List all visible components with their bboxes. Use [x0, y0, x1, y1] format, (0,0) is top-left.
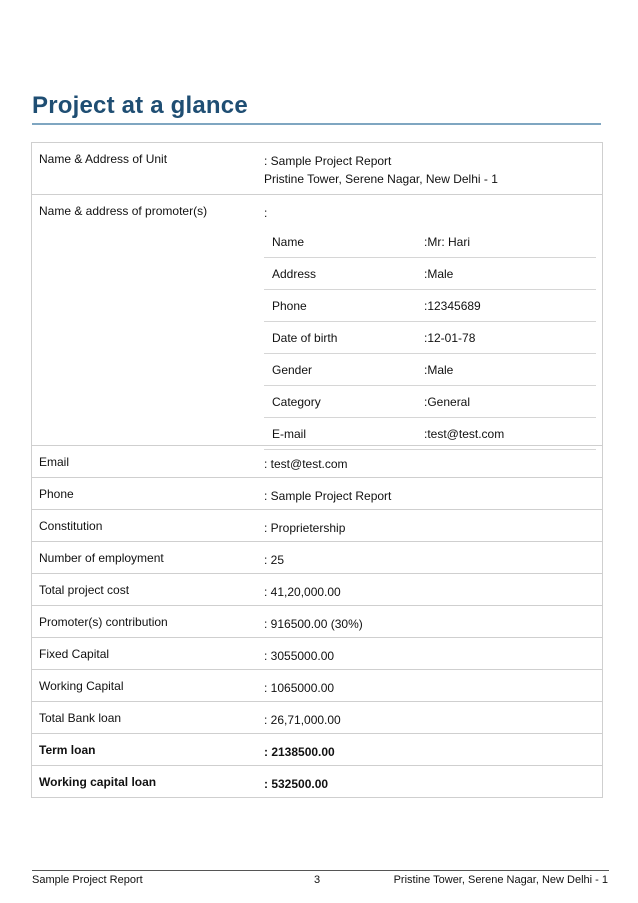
promoter-detail-value: :12-01-78	[424, 331, 476, 345]
promoter-detail-row	[264, 258, 596, 290]
constitution-row	[32, 510, 602, 542]
total-bank-loan-row	[32, 702, 602, 734]
row-label: Promoter(s) contribution	[39, 615, 168, 629]
promoter-contribution-row	[32, 606, 602, 638]
row-value: : 26,71,000.00	[264, 713, 341, 727]
footer-address: Pristine Tower, Serene Nagar, New Delhi - 1	[393, 874, 608, 886]
promoter-detail-row	[264, 354, 596, 386]
unit-value	[264, 152, 498, 188]
promoter-detail-key: Address	[272, 267, 317, 281]
promoter-detail-row	[264, 386, 596, 418]
promoter-detail-key: Name	[272, 235, 305, 249]
promoter-detail-value: :Mr: Hari	[424, 235, 470, 249]
promoter-detail-row	[264, 290, 596, 322]
promoter-detail-key: Category	[272, 395, 321, 409]
promoter-details-table	[264, 226, 596, 450]
row-value: : 2138500.00	[264, 745, 335, 759]
term-loan-row	[32, 734, 602, 766]
unit-row	[32, 143, 602, 195]
row-value: : test@test.com	[264, 457, 348, 471]
row-value: : Proprietership	[264, 521, 346, 535]
unit-value-line1: : Sample Project Report	[264, 154, 392, 168]
footer-page-number: 3	[314, 874, 321, 886]
row-value: : 41,20,000.00	[264, 585, 341, 599]
promoter-row	[32, 195, 602, 446]
row-value: : 25	[264, 553, 285, 567]
row-value: : Sample Project Report	[264, 489, 392, 503]
fixed-capital-row	[32, 638, 602, 670]
row-value: : 916500.00 (30%)	[264, 617, 363, 631]
promoter-detail-value: :Male	[424, 363, 454, 377]
promoter-detail-key: Date of birth	[272, 331, 338, 345]
unit-label: Name & Address of Unit	[39, 152, 168, 166]
row-label: Number of employment	[39, 551, 164, 565]
promoter-detail-key: Gender	[272, 363, 313, 377]
page-title: Project at a glance	[32, 92, 248, 119]
title-underline	[32, 123, 601, 125]
promoter-detail-value: :General	[424, 395, 471, 409]
working-capital-loan-row	[32, 766, 602, 798]
promoter-detail-key: Phone	[272, 299, 307, 313]
row-label: Working capital loan	[39, 775, 157, 789]
row-value: : 532500.00	[264, 777, 329, 791]
row-label: Email	[39, 455, 70, 469]
promoter-colon: :	[264, 206, 268, 220]
promoter-detail-key: E-mail	[272, 427, 307, 441]
row-label: Working Capital	[39, 679, 124, 693]
row-value: : 1065000.00	[264, 681, 335, 695]
phone-row	[32, 478, 602, 510]
email-row	[32, 446, 602, 478]
working-capital-row	[32, 670, 602, 702]
row-label: Total project cost	[39, 583, 130, 597]
promoter-detail-value: :test@test.com	[424, 427, 505, 441]
row-label: Constitution	[39, 519, 103, 533]
promoter-detail-value: :12345689	[424, 299, 481, 313]
promoter-detail-row	[264, 226, 596, 258]
promoter-label: Name & address of promoter(s)	[39, 204, 208, 218]
row-value: : 3055000.00	[264, 649, 335, 663]
footer-document-title: Sample Project Report	[32, 874, 143, 886]
row-label: Phone	[39, 487, 74, 501]
row-label: Term loan	[39, 743, 96, 757]
unit-value-line2: Pristine Tower, Serene Nagar, New Delhi - 1	[264, 172, 498, 186]
total-project-cost-row	[32, 574, 602, 606]
employment-row	[32, 542, 602, 574]
row-label: Total Bank loan	[39, 711, 122, 725]
project-summary-table	[31, 142, 603, 798]
row-label: Fixed Capital	[39, 647, 110, 661]
promoter-detail-value: :Male	[424, 267, 454, 281]
footer-divider	[32, 870, 609, 871]
promoter-detail-row	[264, 322, 596, 354]
